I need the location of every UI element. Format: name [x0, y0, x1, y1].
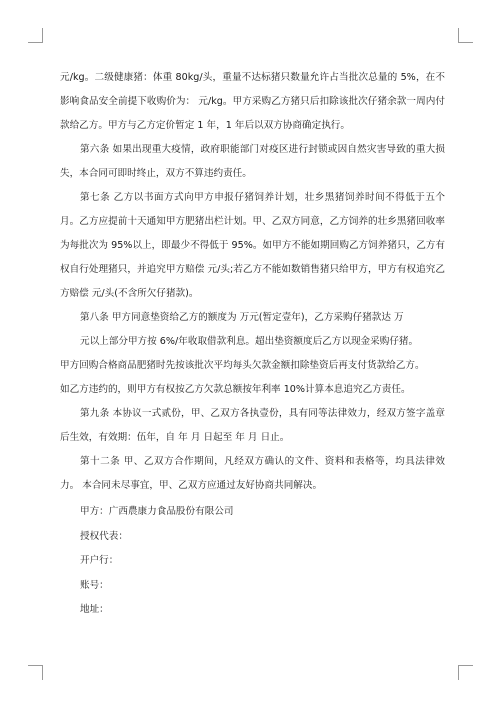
paragraph: 第八条 甲方同意垫资给乙方的额度为 万元(暂定壹年)，乙方采购仔猪款达 万: [80, 312, 404, 323]
account-line: 账号：: [80, 579, 109, 591]
paragraph-list: [60, 66, 445, 498]
paragraph: 第九条 本协议一式贰份，甲、乙双方各执壹份，具有同等法律效力，经双方签字盖章后生效，有效期：伍年，自 年 月 日起至 年 月 日止。: [60, 408, 445, 443]
crop-mark-top-left: [28, 28, 43, 43]
crop-mark-top-right: [458, 28, 473, 43]
bank-line: 开户行：: [80, 555, 119, 566]
paragraph: 元/kg。二级健康猪：体重 80kg/头，重量不达标猪只数量允许占当批次总量的 5%，在不影响食品安全前提下收购价为： 元/kg。甲方采购乙方猪只后扣除该批次仔猪余款一周内付款给乙方。甲方与乙方定价暂定 1 年，1 年后以双方协商确定执行。: [60, 72, 445, 131]
paragraph: 第七条 乙方以书面方式向甲方申报仔猪饲养计划，壮乡黑猪饲养时间不得低于五个月。乙方应提前十天通知甲方肥猪出栏计划。甲、乙双方同意，乙方饲养的壮乡黑猪回收率为每批次为 95%以上，即最少不得低于 95%。如甲方不能如期回购乙方饲养猪只，乙方有权自行处理猪只，并追究甲方赔偿 元/头;若乙方不能如数销售猪只给甲方，甲方有权追究乙方赔偿 元/头(不含所欠仔猪款)。: [60, 192, 445, 299]
address-line: 地址：: [80, 604, 109, 615]
paragraph: 第十二条 甲、乙双方合作期间，凡经双方确认的文件、资料和表格等，均具法律效力。 本合同未尽事宜，甲、乙双方应通过友好协商共同解决。: [60, 456, 445, 491]
crop-mark-bottom-right: [458, 665, 473, 680]
paragraph: 第六条 如果出现重大疫情，政府职能部门对疫区进行封锁或因自然灾害导致的重大损失，本合同可即时终止，双方不算违约责任。: [60, 144, 445, 179]
authorized-rep-line: 授权代表：: [80, 530, 128, 542]
crop-mark-bottom-left: [28, 665, 43, 680]
paragraph: 如乙方违约的，则甲方有权按乙方欠款总额按年利率 10%计算本息追究乙方责任。: [60, 384, 411, 395]
paragraph: 甲方回购合格商品肥猪时先按该批次平均每头欠款金额扣除垫资后再支付货款给乙方。: [60, 360, 425, 371]
signature-block: [60, 500, 445, 623]
paragraph: 元以上部分甲方按 6%/年收取借款利息。超出垫资额度后乙方以现金采购仔猪。: [80, 336, 419, 347]
party-a-line: 甲方：广西農康力食品股份有限公司: [80, 506, 234, 517]
document-body: [60, 66, 445, 623]
